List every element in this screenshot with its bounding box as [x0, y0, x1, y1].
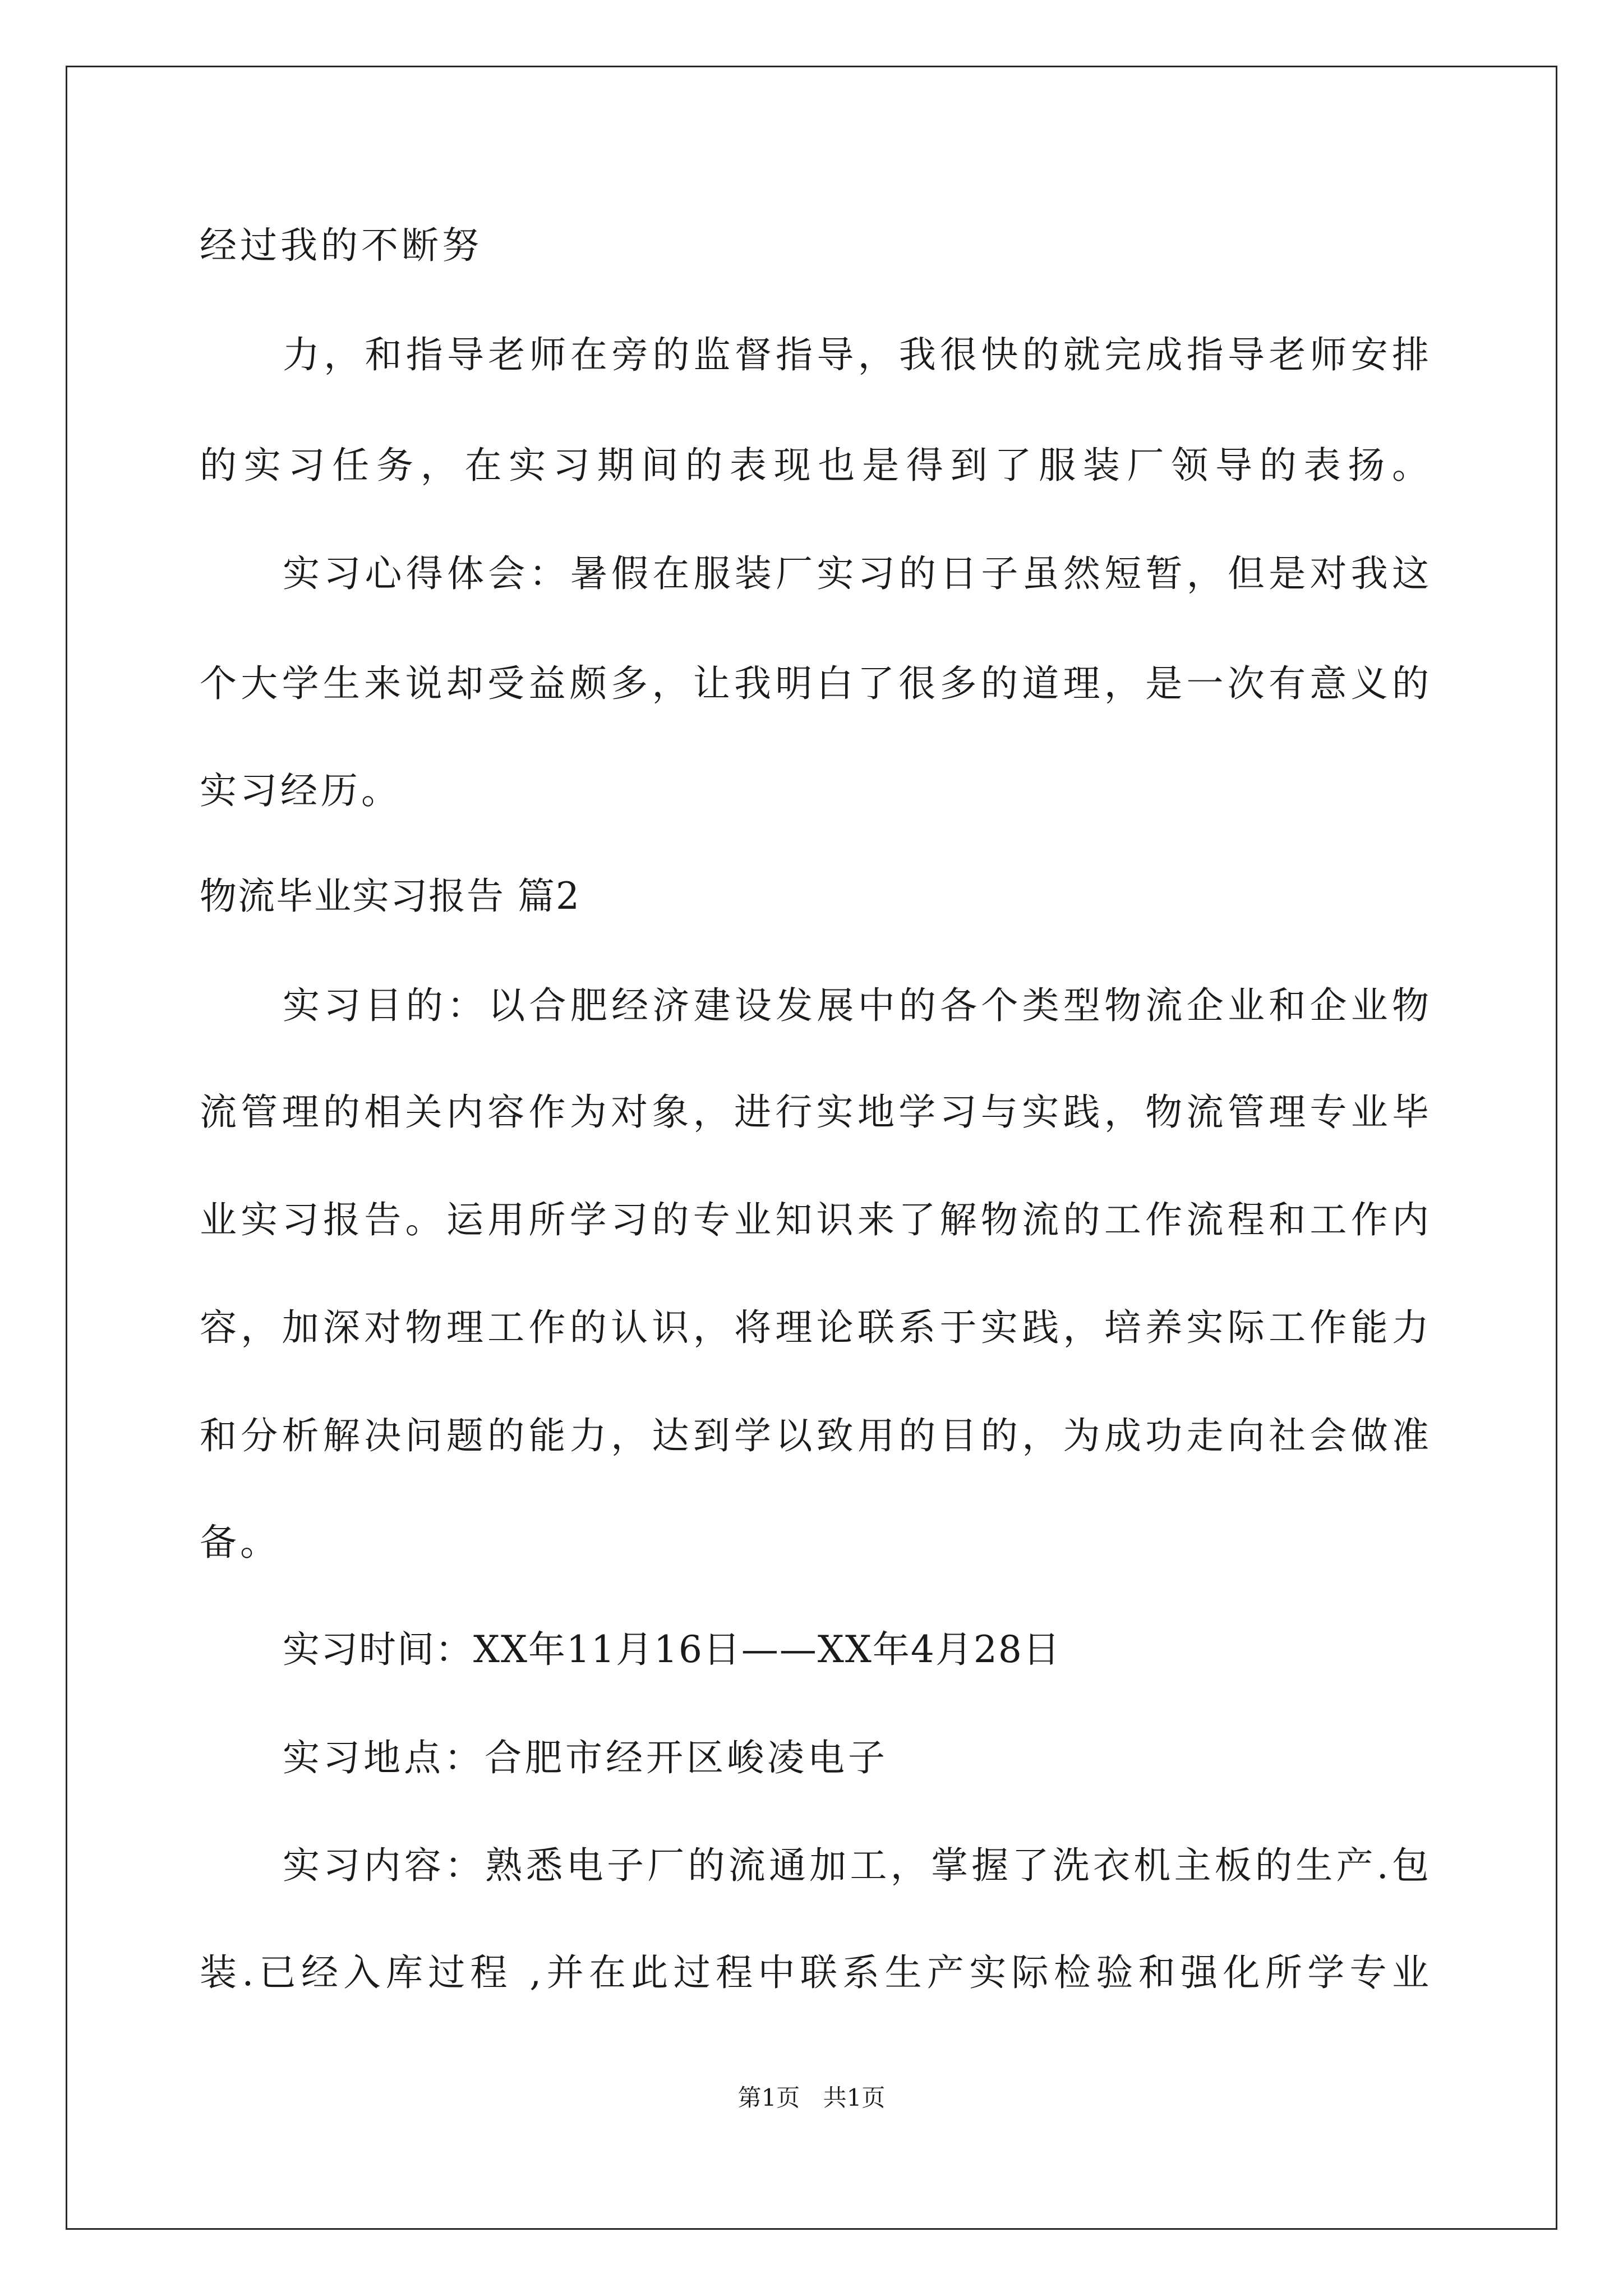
paragraph-line: 实习地点：合肥市经开区峻凌电子	[283, 1736, 888, 1779]
paragraph-line: 个大学生来说却受益颇多，让我明白了很多的道理，是一次有意义的	[200, 662, 1429, 705]
page-border	[66, 66, 1557, 2230]
paragraph-line: 经过我的不断努	[200, 224, 482, 267]
paragraph-line: 实习经历。	[200, 769, 402, 812]
paragraph-line: 实习时间：XX年11月16日——XX年4月28日	[283, 1628, 1061, 1671]
paragraph-line: 和分析解决问题的能力，达到学以致用的目的，为成功走向社会做准	[200, 1414, 1429, 1457]
paragraph-line: 实习心得体会：暑假在服装厂实习的日子虽然短暂，但是对我这	[283, 552, 1429, 595]
section-heading: 物流毕业实习报告 篇2	[200, 875, 580, 918]
paragraph-line: 的实习任务，在实习期间的表现也是得到了服装厂领导的表扬。	[200, 444, 1429, 487]
paragraph-line: 力，和指导老师在旁的监督指导，我很快的就完成指导老师安排	[283, 333, 1429, 376]
paragraph-line: 业实习报告。运用所学习的专业知识来了解物流的工作流程和工作内	[200, 1198, 1429, 1241]
paragraph-line: 流管理的相关内容作为对象，进行实地学习与实践，物流管理专业毕	[200, 1091, 1429, 1134]
paragraph-line: 实习目的：以合肥经济建设发展中的各个类型物流企业和企业物	[283, 984, 1429, 1027]
page-footer	[0, 2086, 1623, 2110]
paragraph-line: 容，加深对物理工作的认识，将理论联系于实践，培养实际工作能力	[200, 1306, 1429, 1349]
page-total: 共1页	[823, 2084, 886, 2111]
page-number: 第1页	[737, 2084, 800, 2111]
paragraph-line: 装.已经入库过程 ,并在此过程中联系生产实际检验和强化所学专业	[200, 1951, 1429, 1994]
paragraph-line: 备。	[200, 1521, 280, 1564]
paragraph-line: 实习内容：熟悉电子厂的流通加工，掌握了洗衣机主板的生产.包	[283, 1844, 1429, 1887]
